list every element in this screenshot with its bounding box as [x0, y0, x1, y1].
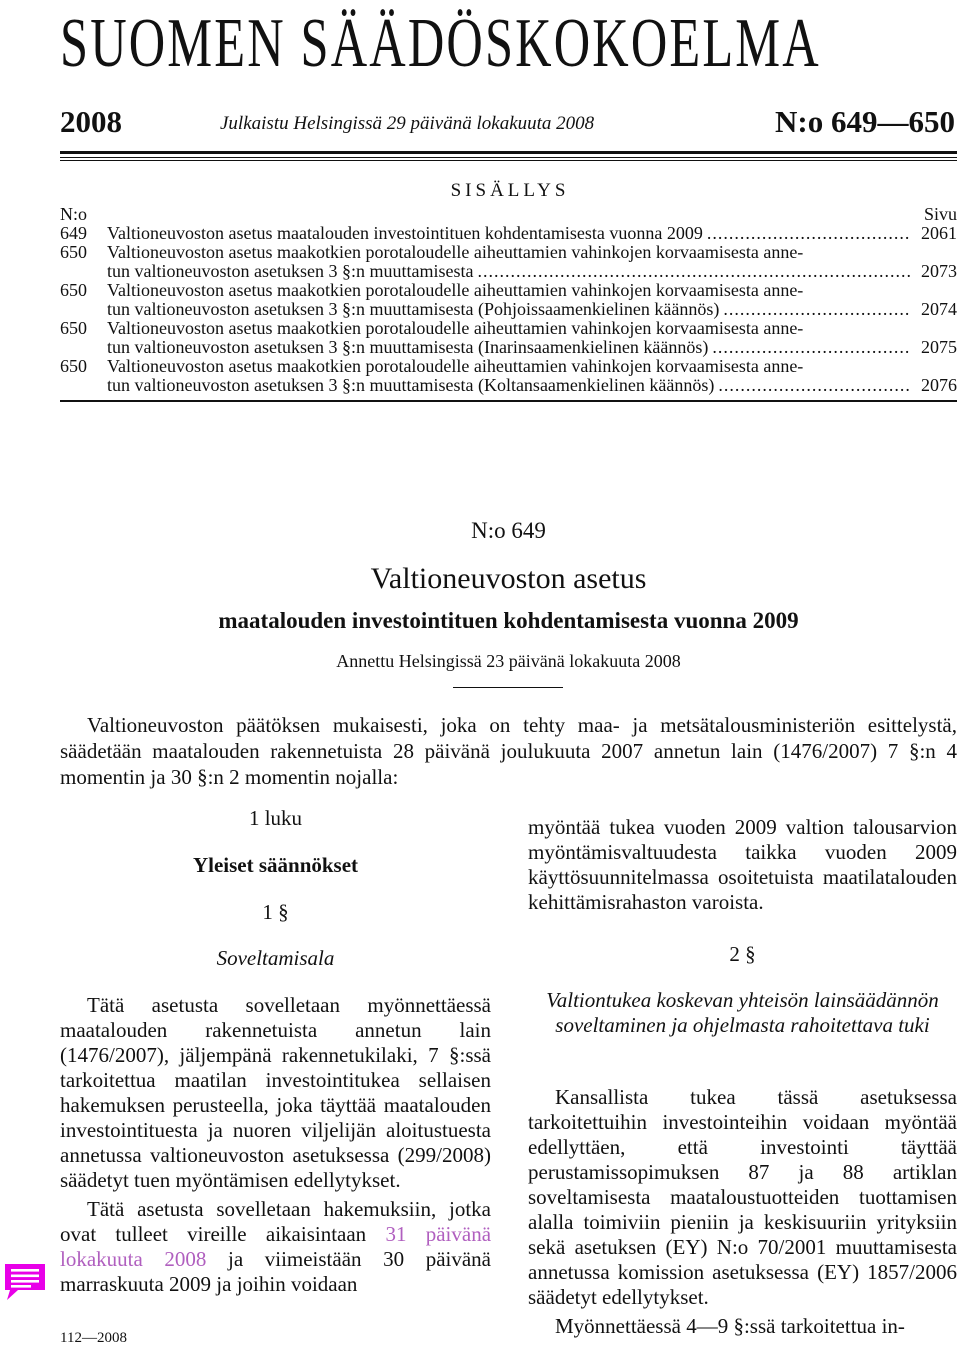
- speech-bubble-icon: [2, 1262, 48, 1302]
- section-1-paragraph-2: [60, 1197, 491, 1297]
- section-2-paragraph-2: Myönnettäessä 4—9 §:ssä tarkoitettua in-: [555, 1314, 905, 1338]
- toc-entry-number: 650: [60, 356, 87, 376]
- toc-entry-page: 2074: [921, 299, 957, 319]
- header-rule-thick: [60, 151, 957, 154]
- toc-entry-text: Valtioneuvoston asetus maakotkien porotaloudelle aiheuttamien vahinkojen korvaamisesta anne-: [107, 356, 804, 376]
- toc-col-page: Sivu: [923, 204, 957, 224]
- toc-entry-text: Valtioneuvoston asetus maakotkien porotaloudelle aiheuttamien vahinkojen korvaamisesta anne-: [107, 318, 804, 338]
- toc-entries: [60, 224, 957, 395]
- toc-leader-dots: [707, 224, 911, 243]
- toc-entry-number: 650: [60, 280, 87, 300]
- toc-col-number: N:o: [60, 204, 87, 224]
- toc-entry[interactable]: [60, 319, 957, 357]
- toc-entry-page: 2075: [921, 337, 957, 357]
- section-1-body: [60, 993, 491, 1297]
- year: 2008: [60, 104, 122, 139]
- toc-entry-text: Valtioneuvoston asetus maakotkien porotaloudelle aiheuttamien vahinkojen korvaamisesta anne-: [107, 242, 804, 262]
- act-number: N:o 649: [471, 518, 546, 543]
- toc-header: [60, 205, 957, 224]
- contents-title: SISÄLLYS: [450, 180, 570, 201]
- published-date: Julkaistu Helsingissä 29 päivänä lokakuuta 2008: [220, 113, 595, 134]
- toc-entry[interactable]: [60, 224, 957, 243]
- toc-leader-dots: [723, 300, 911, 319]
- preamble: Valtioneuvoston päätöksen mukaisesti, joka on tehty maa- ja metsätalousministeriön esittelystä, säädetään maatalouden rakennetuista 28 päivänä joulukuuta 2007 annetun lain (1476/2007) 7 §:n 4 momentin ja 30 §:n 2 momentin nojalla:: [60, 713, 957, 789]
- contents-bottom-rule: [60, 400, 957, 402]
- toc-leader-dots: [477, 262, 911, 281]
- issue-number: N:o 649—650: [775, 104, 955, 139]
- toc-entry[interactable]: [60, 357, 957, 395]
- note-icon[interactable]: [2, 1262, 48, 1302]
- series-title: SUOMEN SÄÄDÖSKOKOELMA: [60, 5, 821, 82]
- section-2-title: Valtiontukea koskevan yhteisön lainsäädännön soveltaminen ja ohjelmasta rahoitettava tuki: [546, 988, 939, 1037]
- table-of-contents: [60, 205, 957, 395]
- toc-entry[interactable]: [60, 281, 957, 319]
- toc-entry-number: 650: [60, 242, 87, 262]
- heading-rule: [453, 687, 563, 688]
- date-link[interactable]: 31 päivänä lokakuuta 2008: [60, 1222, 492, 1271]
- toc-entry-number: 649: [60, 223, 87, 243]
- toc-entry-number: 650: [60, 318, 87, 338]
- toc-leader-dots: [712, 338, 911, 357]
- toc-entry[interactable]: [60, 243, 957, 281]
- header-rule-thin-1: [60, 157, 957, 158]
- page-code: 112—2008: [60, 1330, 127, 1346]
- paragraph-2-text-start: Tätä asetusta sovelletaan hakemuksiin, jotka ovat tulleet vireille aikaisintaan: [60, 1197, 491, 1246]
- toc-entry-text: tun valtioneuvoston asetuksen 3 §:n muuttamisesta (Inarinsaamenkielinen käännös): [107, 337, 709, 357]
- toc-entry-page: 2061: [921, 223, 957, 243]
- toc-entry-text: Valtioneuvoston asetus maatalouden investointituen kohdentamisesta vuonna 2009: [107, 223, 703, 243]
- act-title: Valtioneuvoston asetus: [370, 562, 647, 595]
- section-2-number: 2 §: [729, 942, 756, 966]
- section-2-paragraph-1: Kansallista tukea tässä asetuksessa tarkoitettuihin investointeihin voidaan myöntää edellyttäen, että investointi täyttää perustamissopimuksen 87 ja 88 artiklan soveltamisesta maataloustuotteiden tuottamisen alalla toimiviin pieniin ja keskisuuriin yrityksiin sekä asetuksen (EY) N:o 70/2001 muuttamisesta annetussa komission asetuksessa (EY) 1857/2006 säädetyt edellytykset.: [528, 1085, 957, 1309]
- continued-paragraph: myöntää tukea vuoden 2009 valtion talousarvion myöntämisvaltuudesta taikka vuoden 2009 käyttösuunnitelmassa osoitetuista maatilatalouden kehittämisrahaston varoista.: [528, 815, 957, 914]
- section-2-body: [528, 1085, 957, 1339]
- chapter-title: Yleiset säännökset: [192, 853, 359, 877]
- toc-entry-text: Valtioneuvoston asetus maakotkien porotaloudelle aiheuttamien vahinkojen korvaamisesta anne-: [107, 280, 804, 300]
- chapter-number: 1 luku: [248, 806, 303, 830]
- toc-entry-text: tun valtioneuvoston asetuksen 3 §:n muuttamisesta (Pohjoissaamenkielinen käännös): [107, 299, 720, 319]
- toc-entry-text: tun valtioneuvoston asetuksen 3 §:n muuttamisesta: [107, 261, 474, 281]
- paragraph-2-text-end: ja viimeistään 30 päivänä marraskuuta 2009 ja joihin voidaan: [60, 1247, 492, 1296]
- toc-entry-text: tun valtioneuvoston asetuksen 3 §:n muuttamisesta (Koltansaamenkielinen käännös): [107, 375, 715, 395]
- header-rule-thin-2: [60, 160, 957, 161]
- act-subtitle: maatalouden investointituen kohdentamisesta vuonna 2009: [218, 608, 799, 633]
- act-date: Annettu Helsingissä 23 päivänä lokakuuta 2008: [336, 651, 681, 671]
- toc-entry-page: 2076: [921, 375, 957, 395]
- toc-leader-dots: [718, 376, 911, 395]
- section-1-number: 1 §: [262, 900, 289, 924]
- section-1-title: Soveltamisala: [216, 946, 335, 970]
- toc-entry-page: 2073: [921, 261, 957, 281]
- section-1-paragraph-1: Tätä asetusta sovelletaan myönnettäessä maatalouden rakennetuista annetun lain (1476/2007), jäljempänä rakennetukilaki, 7 §:ssä tarkoitettua maatilan investointitukea sellaisen hakemuksen perusteella, joka täyttää maatalouden investointituesta ja nuoren viljelijän aloitustuesta annetussa valtioneuvoston asetuksessa (299/2008) säädetyt tuen myöntämisen edellytykset.: [60, 993, 491, 1192]
